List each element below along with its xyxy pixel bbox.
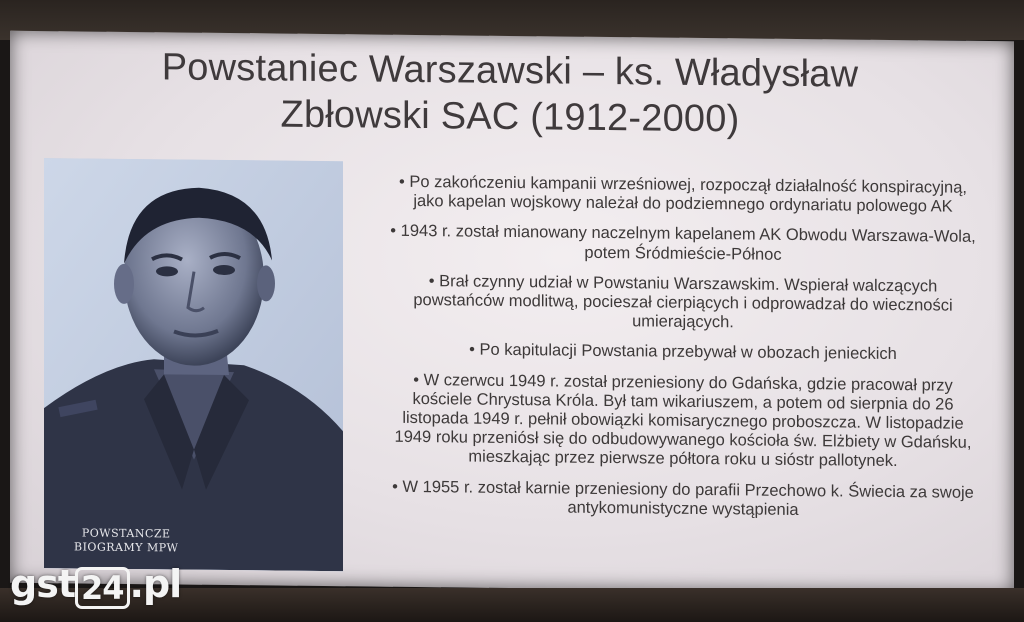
watermark-suffix: .pl: [129, 562, 182, 606]
photo-caption-line-1: POWSTANCZE: [81, 526, 171, 541]
watermark-badge: 24: [75, 567, 130, 609]
bullet-item: • W czerwcu 1949 r. został przeniesiony do Gdańska, gdzie pracował przy kościele Chrystusa Króla. Był tam wikariuszem, a potem od sierpnia do 26 listopada 1949 r. pełnił obowiązki komisarycznego proboszcza. W listopadzie 1949 roku przeniósł się do odbudowywanego kościoła św. Elżbiety w Gdańsku, mieszkając przez pierwsze półtora roku u sióstr pallotynek.: [382, 370, 984, 472]
slide-title-line-1: Powstaniec Warszawski – ks. Władysław: [161, 46, 859, 96]
slide-title-line-2: Zbłowski SAC (1912-2000): [280, 93, 740, 141]
bullet-item: • Brał czynny udział w Powstaniu Warszawskim. Wspierał walczących powstańców modlitwą, pocieszał cierpiących i odprowadzał do wieczności umierających.: [382, 271, 984, 335]
projection-screen: [10, 31, 1014, 594]
slide-title: [100, 44, 920, 145]
site-watermark-logo: [10, 562, 181, 607]
photo-caption-line-2: BIOGRAMY MPW: [74, 540, 179, 555]
portrait-illustration: [44, 158, 343, 571]
biography-bullet-list: [382, 173, 984, 533]
bullet-item: • Po zakończeniu kampanii wrześniowej, rozpoczął działalność konspiracyjną, jako kapelan wojskowy należał do podziemnego ordynariatu polowego AK: [382, 173, 984, 218]
watermark-prefix: gst: [10, 562, 75, 606]
bullet-item: • W 1955 r. został karnie przeniesiony do parafii Przechowo k. Świecia za swoje antykomunistyczne wystąpienia: [382, 477, 984, 522]
bullet-item: • Po kapitulacji Powstania przebywał w obozach jenieckich: [382, 340, 984, 366]
portrait-photo: [44, 158, 343, 571]
bullet-item: • 1943 r. został mianowany naczelnym kapelanem AK Obwodu Warszawa-Wola, potem Śródmieście-Północ: [382, 222, 984, 267]
photo-caption: [74, 526, 178, 555]
